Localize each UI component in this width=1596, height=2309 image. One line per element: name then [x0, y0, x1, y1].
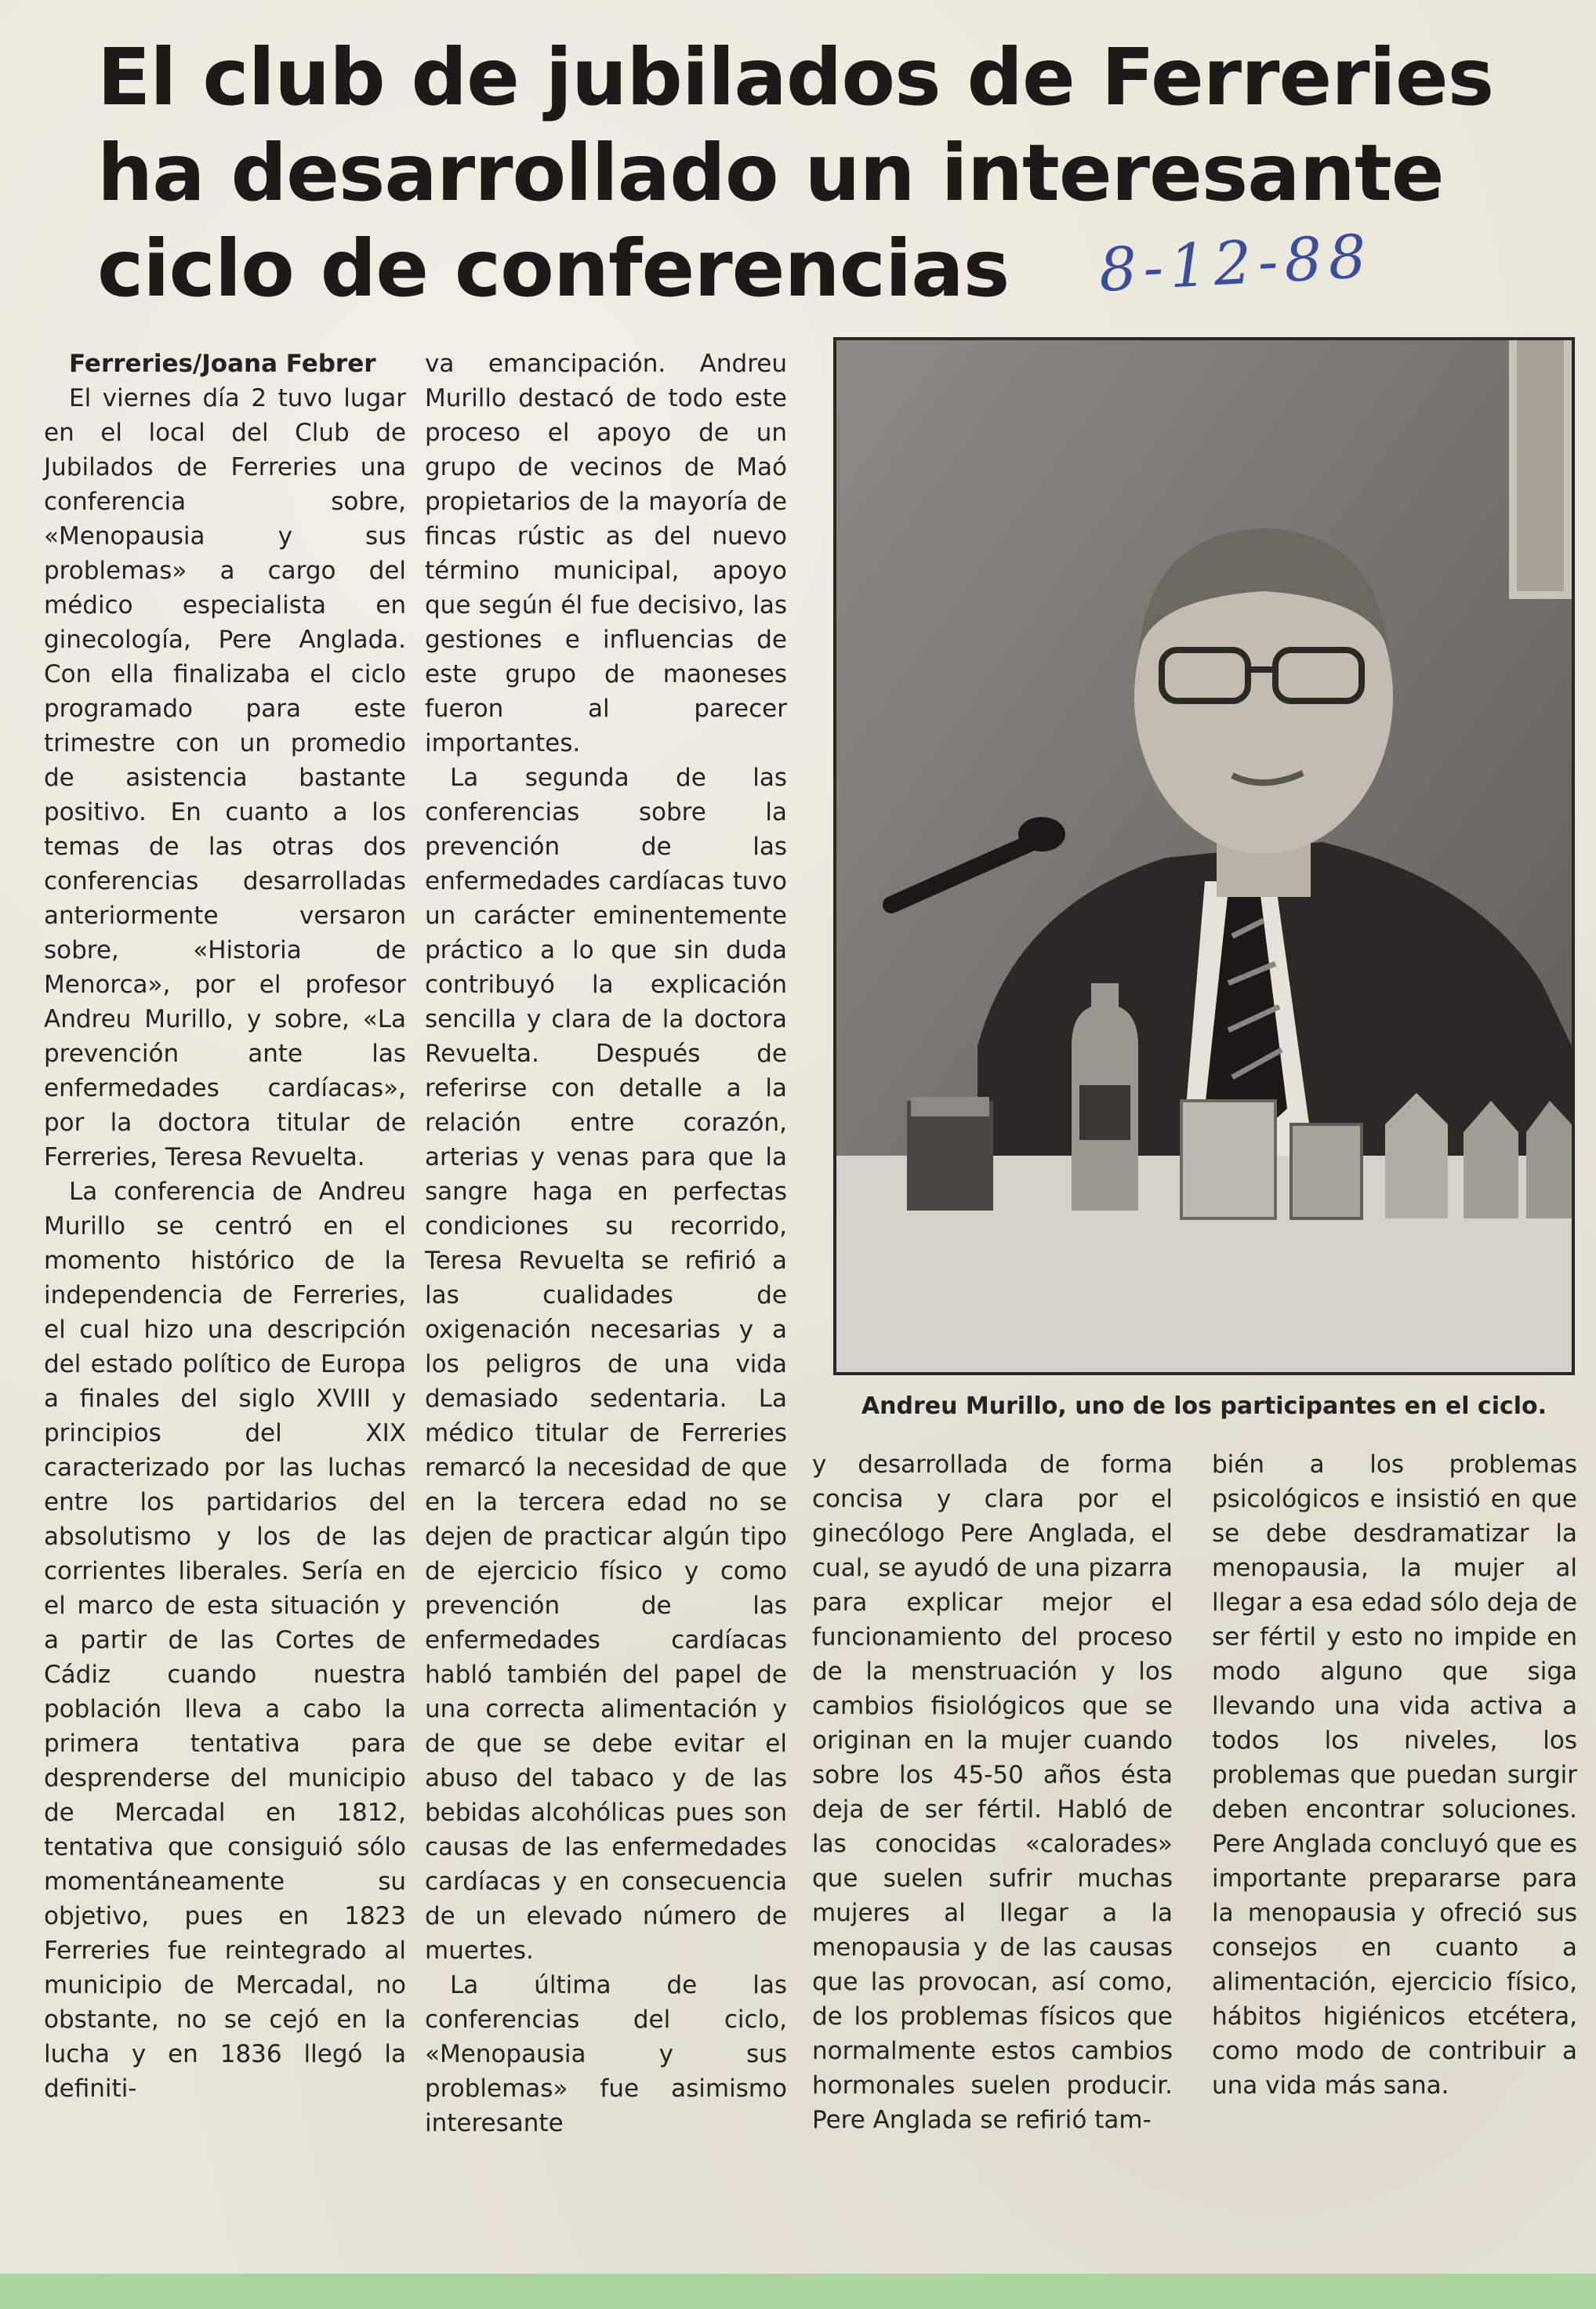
headline-line-3: ciclo de conferencias	[97, 223, 1010, 314]
article-column-1	[44, 347, 406, 2106]
paragraph: bién a los problemas psicológicos e insistió en que se debe desdramatizar la menopausia, la mujer al llegar a esa edad sólo deja de ser fértil y esto no impide en modo alguno que siga llevando una vida activa a todos los niveles, los problemas que puedan surgir deben encontrar soluciones. Pere Anglada concluyó que es importante prepararse para la menopausia y ofreció sus consejos en cuanto a alimentación, ejercicio físico, hábitos higiénicos etcétera, como modo de contribuir a una vida más sana.	[1212, 1450, 1577, 2100]
speaker-photo-illustration	[836, 340, 1572, 1372]
paragraph: va emancipación. Andreu Murillo destacó de todo este proceso el apoyo de un grupo de vecinos de Maó propietarios de la mayoría de fincas rústic as del nuevo término municipal, apoyo que según él fue decisivo, las gestiones e influencias de este grupo de maoneses fueron al parecer importantes.	[425, 350, 787, 757]
paragraph: La segunda de las conferencias sobre la prevención de las enfermedades cardíacas tuvo un carácter eminentemente práctico a lo que sin duda contribuyó la explicación sencilla y clara de la doctora Revuelta. Después de referirse con detalle a la relación entre corazón, arterias y venas para que la sangre haga en perfectas condiciones su recorrido, Teresa Revuelta se refirió a las cualidades de oxigenación necesarias y a los peligros de una vida demasiado sedentaria. La médico titular de Ferreries remarcó la necesidad de que en la tercera edad no se dejen de practicar algún tipo de ejercicio físico y como prevención de las enfermedades cardíacas habló también del papel de una correcta alimentación y de que se debe evitar el abuso del tabaco y de las bebidas alcohólicas pues son causas de las enfermedades cardíacas y en consecuencia de un elevado número de muertes.	[425, 764, 787, 1965]
headline-line-1: El club de jubilados de Ferreries	[97, 31, 1494, 123]
byline: Ferreries/Joana Febrer	[69, 350, 376, 378]
article-column-4	[1212, 1447, 1577, 2103]
article-column-2	[425, 347, 787, 2140]
paragraph: El viernes día 2 tuvo lugar en el local del Club de Jubilados de Ferreries una conferencia sobre, «Menopausia y sus problemas» a cargo del médico especialista en ginecología, Pere Anglada. Con ella finalizaba el ciclo programado para este trimestre con un promedio de asistencia bastante positivo. En cuanto a los temas de las otras dos conferencias desarrolladas anteriormente versaron sobre, «Historia de Menorca», por el profesor Andreu Murillo, y sobre, «La prevención ante las enfermedades cardíacas», por la doctora titular de Ferreries, Teresa Revuelta.	[44, 384, 406, 1171]
handwritten-date: 8-12-88	[1097, 220, 1374, 305]
green-backing-strip	[0, 2274, 1596, 2309]
article-column-3	[812, 1447, 1173, 2137]
paragraph: y desarrollada de forma concisa y clara por el ginecólogo Pere Anglada, el cual, se ayudó de una pizarra para explicar mejor el funcionamiento del proceso de la menstruación y los cambios fisiológicos que se originan en la mujer cuando sobre los 45-50 años ésta deja de ser fértil. Habló de las conocidas «calorades» que suelen sufrir muchas mujeres al llegar a la menopausia y de las causas que las provocan, así como, de los problemas físicos que normalmente estos cambios hormonales suelen producir. Pere Anglada se refirió tam-	[812, 1450, 1173, 2134]
paragraph: La última de las conferencias del ciclo, «Menopausia y sus problemas» fue asimismo interesante	[425, 1971, 787, 2137]
headline-line-2: ha desarrollado un interesante	[97, 127, 1444, 219]
paragraph: La conferencia de Andreu Murillo se centró en el momento histórico de la independencia de Ferreries, el cual hizo una descripción del estado político de Europa a finales del siglo XVIII y principios del XIX caracterizado por las luchas entre los partidarios del absolutismo y los de las corrientes liberales. Sería en el marco de esta situación y a partir de las Cortes de Cádiz cuando nuestra población lleva a cabo la primera tentativa para desprenderse del municipio de Mercadal en 1812, tentativa que consiguió sólo momentáneamente su objetivo, pues en 1823 Ferreries fue reintegrado al municipio de Mercadal, no obstante, no se cejó en la lucha y en 1836 llegó la definiti-	[44, 1178, 406, 2103]
article-photo	[833, 337, 1575, 1375]
photo-caption: Andreu Murillo, uno de los participantes en el ciclo.	[861, 1392, 1547, 1420]
